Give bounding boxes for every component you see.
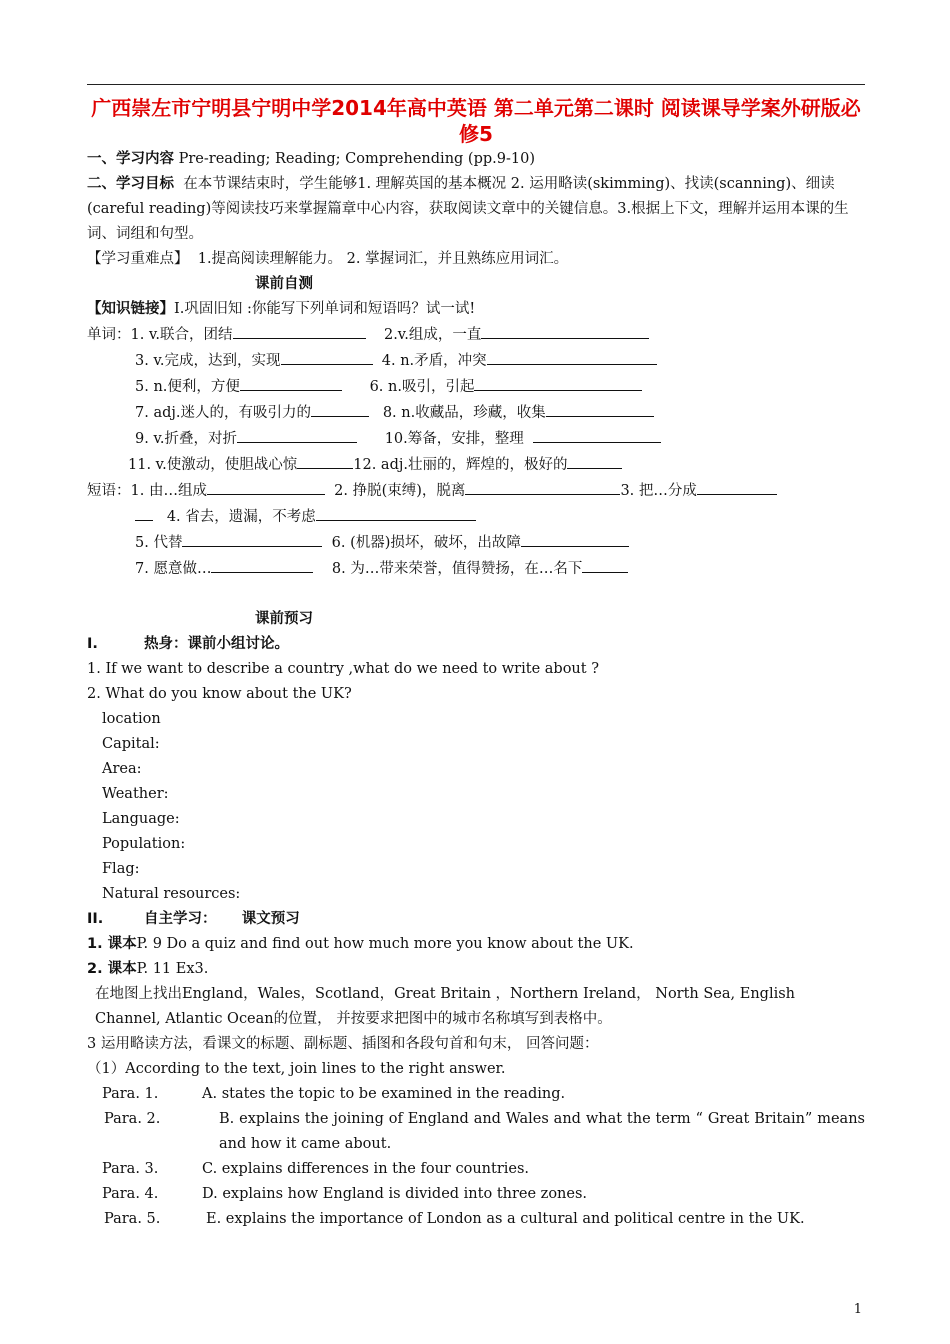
matching-row xyxy=(87,1207,865,1232)
section-text: Pre-reading; Reading; Comprehending (pp.9-10) xyxy=(174,151,535,167)
word-item: 5. n.便利，方便 xyxy=(135,379,240,395)
word-item: 1. v.联合，团结 xyxy=(130,327,233,343)
word-item: 3. v.完成，达到，实现 xyxy=(135,353,281,369)
task-2-description: 在地图上找出England，Wales，Scotland，Great Britain ，Northern Ireland， North Sea, English Channel, Atlantic Ocean的位置， 并按要求把图中的城市名称填写到表格中。 xyxy=(95,986,796,1027)
task-2 xyxy=(87,957,865,982)
key-points-label: 【学习重难点】 xyxy=(87,251,189,267)
uk-field: location xyxy=(102,711,161,727)
blank[interactable] xyxy=(487,348,657,365)
phrase-row xyxy=(87,556,865,582)
word-item: 2.v.组成，一直 xyxy=(383,327,482,343)
para-label: Para. 5. xyxy=(104,1211,161,1227)
blank[interactable] xyxy=(316,504,476,521)
blank[interactable] xyxy=(481,322,649,339)
uk-field: Capital: xyxy=(102,736,160,752)
section-text: 在本节课结束时，学生能够1. 理解英国的基本概况 2. 运用略读(skimming)、找读(scanning)、细读(careful reading)等阅读技巧来掌握篇章中心内容，获取阅读文章中的关键信息。3.根据上下文，理解并运用本课的生词、词组和句型。 xyxy=(87,176,849,242)
para-label: Para. 2. xyxy=(104,1111,161,1127)
word-item: 12. adj.壮丽的，辉煌的，极好的 xyxy=(353,457,568,473)
blank[interactable] xyxy=(582,556,628,573)
blank[interactable] xyxy=(240,374,342,391)
blank[interactable] xyxy=(546,400,654,417)
words-label: 单词： xyxy=(87,327,131,343)
preview-heading: 课前预习 xyxy=(255,611,313,627)
blank[interactable] xyxy=(465,478,620,495)
phrases-label: 短语： xyxy=(87,483,131,499)
blank[interactable] xyxy=(533,426,661,443)
para-answer: C. explains differences in the four countries. xyxy=(202,1161,530,1177)
word-row xyxy=(87,426,865,452)
pretest-heading: 课前自测 xyxy=(255,276,313,292)
para-label: Para. 4. xyxy=(102,1186,159,1202)
knowledge-link xyxy=(87,297,865,322)
uk-field: Weather: xyxy=(102,786,169,802)
section-label: 一、学习内容 xyxy=(87,151,174,167)
blank[interactable] xyxy=(211,556,313,573)
uk-field: Flag: xyxy=(102,861,140,877)
selfstudy-label: 自主学习： xyxy=(144,911,217,927)
para-answer: A. states the topic to be examined in the reading. xyxy=(202,1086,566,1102)
phrase-item: 7. 愿意做… xyxy=(135,561,212,577)
blank[interactable] xyxy=(474,374,642,391)
warmup-num: I. xyxy=(87,636,98,652)
blank[interactable] xyxy=(311,400,369,417)
task-text: P. 9 Do a quiz and find out how much more you know about the UK. xyxy=(136,936,634,952)
warmup-label: 热身：课前小组讨论。 xyxy=(144,636,289,652)
phrase-item: 5. 代替 xyxy=(135,535,183,551)
uk-field: Population: xyxy=(102,836,186,852)
document-page xyxy=(87,84,865,1232)
header-rule xyxy=(87,84,865,85)
para-label: Para. 3. xyxy=(102,1161,159,1177)
phrase-row xyxy=(87,478,865,504)
blank[interactable] xyxy=(697,478,777,495)
word-item: 8. n.收藏品，珍藏，收集 xyxy=(382,405,546,421)
word-item: 10.筹备，安排，整理 xyxy=(384,431,524,447)
phrase-item: 2. 挣脱(束缚)，脱离 xyxy=(334,483,466,499)
section-learning-goals xyxy=(87,172,865,247)
blank[interactable] xyxy=(237,426,357,443)
word-item: 7. adj.迷人的，有吸引力的 xyxy=(135,405,311,421)
phrase-row xyxy=(87,530,865,556)
phrase-item: 6. (机器)损坏，破坏，出故障 xyxy=(331,535,521,551)
task-3: 3 运用略读方法，看课文的标题、副标题、插图和各段句首和句末， 回答问题： xyxy=(87,1036,599,1052)
section-learning-content xyxy=(87,147,865,172)
blank[interactable] xyxy=(521,530,629,547)
selfstudy-label2: 课文预习 xyxy=(241,911,300,927)
blank[interactable] xyxy=(135,504,153,521)
section-label: 二、学习目标 xyxy=(87,176,174,192)
warmup-heading xyxy=(87,632,865,657)
key-points-text: 1.提高阅读理解能力。 2. 掌握词汇，并且熟练应用词汇。 xyxy=(197,251,569,267)
page-number: 1 xyxy=(853,1302,862,1317)
word-row xyxy=(87,322,865,348)
matching-row xyxy=(87,1082,865,1107)
word-row xyxy=(87,348,865,374)
task-label: 2. 课本 xyxy=(87,961,137,977)
key-points xyxy=(87,247,865,272)
word-item: 9. v.折叠，对折 xyxy=(135,431,238,447)
document-title: 广西崇左市宁明县宁明中学2014年高中英语 第二单元第二课时 阅读课导学案外研版必修5 xyxy=(91,96,861,146)
para-label: Para. 1. xyxy=(102,1086,159,1102)
word-item: 6. n.吸引，引起 xyxy=(369,379,475,395)
task-text: P. 11 Ex3. xyxy=(136,961,209,977)
word-item: 11. v.使激动，使胆战心惊 xyxy=(128,457,298,473)
selfstudy-num: II. xyxy=(87,911,104,927)
task-3-sub: （1）According to the text, join lines to the right answer. xyxy=(87,1061,506,1077)
knowledge-label: 【知识链接】 xyxy=(87,301,174,317)
blank[interactable] xyxy=(207,478,325,495)
word-row xyxy=(87,374,865,400)
word-item: 4. n.矛盾，冲突 xyxy=(381,353,487,369)
phrase-item: 4. 省去，遗漏，不考虑 xyxy=(166,509,316,525)
question: 2. What do you know about the UK? xyxy=(87,686,352,702)
blank[interactable] xyxy=(297,452,353,469)
matching-row xyxy=(87,1157,865,1182)
word-row xyxy=(87,452,865,478)
blank[interactable] xyxy=(233,322,366,339)
phrase-item: 8. 为…带来荣誉，值得赞扬，在…名下 xyxy=(331,561,583,577)
blank[interactable] xyxy=(567,452,622,469)
question: 1. If we want to describe a country ,what do we need to write about ? xyxy=(87,661,599,677)
matching-row xyxy=(87,1182,865,1207)
selfstudy-heading xyxy=(87,907,865,932)
task-label: 1. 课本 xyxy=(87,936,137,952)
word-row xyxy=(87,400,865,426)
phrase-row xyxy=(87,504,865,530)
uk-field: Natural resources: xyxy=(102,886,241,902)
matching-row xyxy=(87,1107,865,1157)
phrase-item: 1. 由…组成 xyxy=(130,483,207,499)
uk-field: Area: xyxy=(102,761,142,777)
blank[interactable] xyxy=(281,348,373,365)
para-answer: E. explains the importance of London as a cultural and political centre in the UK. xyxy=(206,1211,805,1227)
para-answer: B. explains the joining of England and Wales and what the term “ Great Britain” means and how it came about. xyxy=(219,1111,865,1152)
uk-field: Language: xyxy=(102,811,180,827)
phrase-item: 3. 把…分成 xyxy=(620,483,697,499)
para-answer: D. explains how England is divided into three zones. xyxy=(202,1186,588,1202)
knowledge-text: I.巩固旧知 :你能写下列单词和短语吗？试一试! xyxy=(174,301,476,317)
blank[interactable] xyxy=(182,530,322,547)
task-1 xyxy=(87,932,865,957)
